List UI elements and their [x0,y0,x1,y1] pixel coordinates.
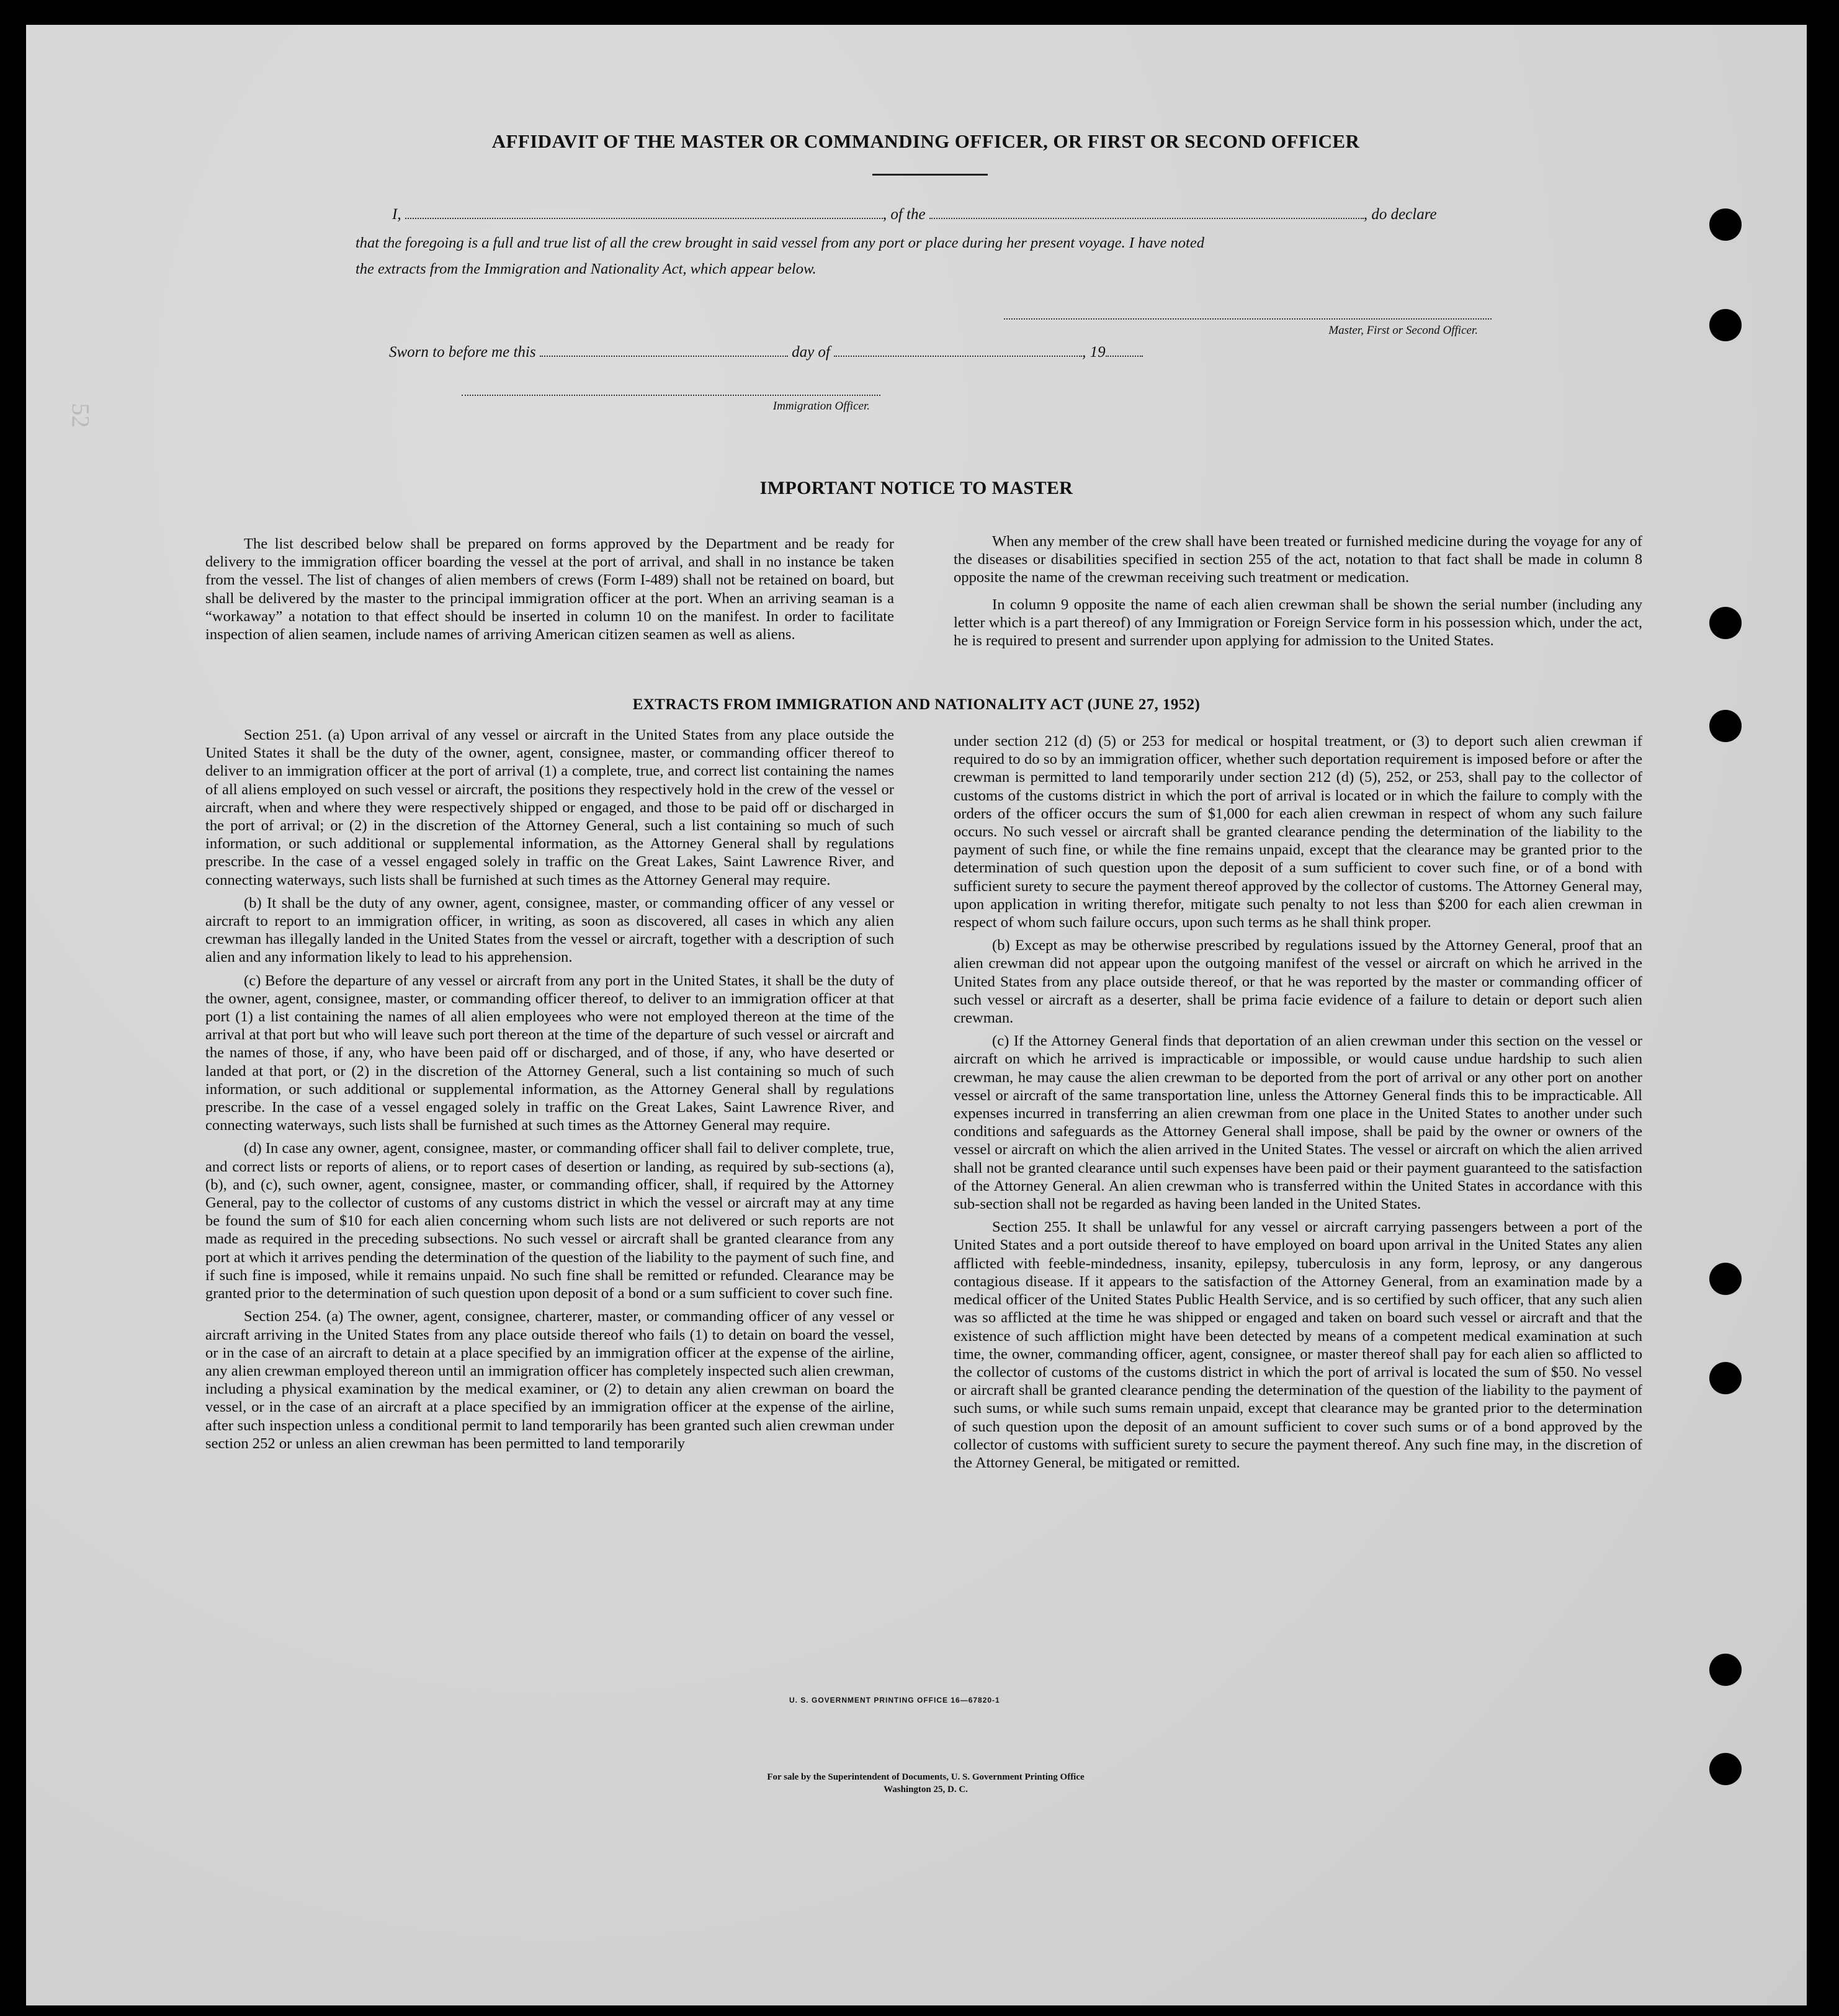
punch-hole [1709,710,1742,742]
extract-right-paragraph: Section 255. It shall be unlawful for any vessel or aircraft carrying passengers between a port of the United States and a port outside thereof to have employed on board upon arrival in the United States any alien afflicted with feeble-mindedness, insanity, epilepsy, tuberculosis in any form, leprosy, or any dangerous contagious disease. If it appears to the satisfaction of the Attorney General, from an examination made by a medical officer of the United States Public Health Service, and is so certified by such officer, that any such alien was so afflicted at the time he was shipped or engaged and taken on board such vessel or aircraft and that the existence of such affliction might have been detected by means of a competent medical examination at such time, the owner, commanding officer, agent, consignee, or master thereof shall pay for each alien so afflicted to the collector of customs of the customs district in which the port of arrival is located the sum of $50. No vessel or aircraft shall be granted clearance pending the determination of the question of the liability to the payment of such sums, or while such sums remain unpaid, except that clearance may be granted prior to the determination of such question upon the deposit of an amount sufficient to cover such sums or of a bond approved by the collector of customs with sufficient surety to secure the payment thereof. Any such fine may, in the discretion of the Attorney General, be mitigated or remitted. [954,1219,1642,1471]
sworn-line [389,344,1258,361]
sworn-day-field[interactable] [540,356,788,357]
notice-right-column [954,532,1642,655]
extracts-right-column [954,732,1642,1477]
extract-right-paragraph: (c) If the Attorney General finds that deportation of an alien crewman under this section on the vessel or aircraft on which he arrived is impracticable or impossible, or would cause undue hardship to such alien crewman, he may cause the alien crewman to be deported from the port of arrival or any other port on another vessel or aircraft of the same transportation line, unless the Attorney General finds this to be impracticable. All expenses incurred in transferring an alien crewman from one place in the United States to another under such conditions and safeguards as the Attorney General shall impose, shall be paid by the owner or owners of the vessel or aircraft on which the alien arrived in the United States. The vessel or aircraft on which the alien arrived shall not be granted clearance until such expenses have been paid or their payment guaranteed to the satisfaction of the Attorney General. An alien crewman who is transferred within the United States in accordance with this sub-section shall not be regarded as having been landed in the United States. [954,1033,1642,1213]
extract-right-paragraph: under section 212 (d) (5) or 253 for medical or hospital treatment, or (3) to deport such alien crewman if required to do so by an immigration officer, whether such deportation requirement is imposed before or after the crewman is permitted to land temporarily under section 212 (d) (5), 252, or 253, shall pay to the collector of customs of the customs district in which the port of arrival is located or in which the failure to comply with the orders of the officer occurs the sum of $1,000 for each alien crewman in respect of whom any such failure occurs. No such vessel or aircraft shall be granted clearance pending the determination of the liability to the payment of such fine, or while the fine remains unpaid, except that the clearance may be granted prior to the determination of such question upon the deposit of a sum sufficient to cover such fine, or of a bond with sufficient surety to secure the payment thereof approved by the collector of customs. The Attorney General may, upon application in writing therefor, mitigate such penalty to not less than $200 for each alien crewman in respect of whom such failure occurs, upon such terms as he shall think proper. [954,733,1642,931]
punch-hole [1709,1362,1742,1394]
sale-notice-line-1: For sale by the Superintendent of Documents, U. S. Government Printing Office [767,1772,1085,1782]
immigration-officer-signature-line[interactable] [462,395,880,396]
year-label: , 19 [1082,344,1106,361]
margin-mark: 52 [66,403,95,428]
day-of-label: day of [792,344,830,361]
title-rule [872,174,988,176]
document-page [26,25,1807,2005]
do-declare-label: , do declare [1363,206,1437,223]
notice-title: IMPORTANT NOTICE TO MASTER [759,478,1073,498]
master-signature-line[interactable] [1004,318,1492,320]
punch-hole [1709,208,1742,241]
vessel-field[interactable] [929,218,1364,219]
affidavit-title: AFFIDAVIT OF THE MASTER OR COMMANDING OFFICER, OR FIRST OR SECOND OFFICER [491,130,1360,152]
notice-left-paragraph: The list described below shall be prepared on forms approved by the Department and be ready for delivery to the immigration officer boarding the vessel at the port of arrival, and shall in no instance be taken from the vessel. The list of changes of alien members of crews (Form I-489) shall not be retained on board, but shall be delivered by the master to the principal immigration officer at the port. When an arriving seaman is a “workaway” a notation to that effect should be inserted in column 10 on the manifest. In order to facilitate inspection of alien seamen, include names of arriving American citizen seamen as well as aliens. [205,535,894,643]
extract-left-paragraph: (b) It shall be the duty of any owner, agent, consignee, master, or commanding officer of any vessel or aircraft to report to an immigration officer, in writing, as soon as discovered, all cases in which any alien crewman has illegally landed in the United States from the vessel or aircraft, together with a description of such alien and any information likely to lead to his apprehension. [205,894,894,966]
punch-hole [1709,1263,1742,1295]
extract-left-paragraph: Section 251. (a) Upon arrival of any vessel or aircraft in the United States from any place outside the United States it shall be the duty of the owner, agent, consignee, master, or commanding officer thereof to deliver to an immigration officer at the port of arrival (1) a complete, true, and correct list containing the names of all aliens employed on such vessel or aircraft, the positions they respectively hold in the crew of the vessel or aircraft, when and where they were respectively shipped or engaged, and those to be paid off or discharged in the port of arrival; or (2) in the discretion of the Attorney General, such a list containing so much of such information, or such additional or supplemental information, as the Attorney General shall by regulations prescribe. In the case of a vessel engaged solely in traffic on the Great Lakes, Saint Lawrence River, and connecting waterways, such lists shall be furnished at such times as the Attorney General may require. [205,727,894,889]
sale-notice-line-2: Washington 25, D. C. [884,1785,968,1794]
extract-left-paragraph: Section 254. (a) The owner, agent, consignee, charterer, master, or commanding officer of any vessel or aircraft arriving in the United States from any place outside thereof who fails (1) to detain on board the vessel, or in the case of an aircraft to detain at a place specified by an immigration officer at the expense of the airline, any alien crewman employed thereon until an immigration officer has completely inspected such alien crewman, including a physical examination by the medical examiner, or (2) to detain any alien crewman on board the vessel, or in the case of an aircraft at a place specified by an immigration officer at the expense of the airline, after such inspection unless a conditional permit to land temporarily has been granted such alien crewman under section 252 or unless an alien crewman has been permitted to land temporarily [205,1308,894,1452]
extract-left-paragraph: (c) Before the departure of any vessel or aircraft from any port in the United States, it shall be the duty of the owner, agent, consignee, master, or commanding officer thereof, to deliver to an immigration officer at that port (1) a list containing the names of all alien employees who were not employed thereon at the time of the arrival at that port but who will leave such port thereon at the time of the departure of such vessel or aircraft and the names of those, if any, who have been paid off or discharged, and of those, if any, who have deserted or landed at that port, or (2) in the discretion of the Attorney General, such a list containing so much of such information, or such additional or supplemental information, as the Attorney General shall by regulations prescribe. In the case of a vessel engaged solely in traffic on the Great Lakes, Saint Lawrence River, and connecting waterways, such lists shall be furnished at such times as the Attorney General may require. [205,972,894,1134]
of-the-label: , of the [882,206,926,223]
printer-imprint: U. S. GOVERNMENT PRINTING OFFICE 16—67820-1 [789,1696,1000,1705]
name-field[interactable] [405,218,883,219]
declaration-line [392,206,1528,223]
sworn-year-field[interactable] [1106,356,1143,357]
sworn-month-field[interactable] [834,356,1082,357]
punch-hole [1709,1654,1742,1686]
punch-hole [1709,1753,1742,1785]
notice-left-column [205,535,894,648]
punch-hole [1709,309,1742,341]
statement-line-1: that the foregoing is a full and true list of all the crew brought in said vessel from any port or place during her present voyage. I have noted [356,235,1204,251]
i-label: I, [392,206,401,223]
extracts-title: EXTRACTS FROM IMMIGRATION AND NATIONALITY ACT (JUNE 27, 1952) [632,696,1201,713]
punch-hole [1709,607,1742,639]
extracts-left-column [205,726,894,1458]
sworn-label: Sworn to before me this [389,344,536,361]
immigration-officer-label: Immigration Officer. [772,400,870,413]
notice-right-paragraph-2: In column 9 opposite the name of each alien crewman shall be shown the serial number (including any letter which is a part thereof) of any Immigration or Foreign Service form in his possession which, under the act, he is required to present and surrender upon applying for admission to the United States. [954,596,1642,650]
extract-left-paragraph: (d) In case any owner, agent, consignee, master, or commanding officer shall fail to deliver complete, true, and correct lists or reports of aliens, or to report cases of desertion or landing, as required by sub-sections (a), (b), and (c), such owner, agent, consignee, master, or commanding officer, shall, if required by the Attorney General, pay to the collector of customs of any customs district in which the vessel or aircraft may at any time be found the sum of $10 for each alien concerning whom such lists are not delivered or such reports are not made as required in the preceding subsections. No such vessel or aircraft shall be granted clearance from any port at which it arrives pending the determination of the question of the liability to the payment of such fine, and if such fine is imposed, while it remains unpaid. No such fine shall be remitted or refunded. Clearance may be granted prior to the determination of such question upon deposit of a bond or a sum sufficient to cover such fine. [205,1140,894,1302]
notice-right-paragraph-1: When any member of the crew shall have been treated or furnished medicine during the voyage for any of the diseases or disabilities specified in section 255 of the act, notation to that fact shall be made in column 8 opposite the name of the crewman receiving such treatment or medication. [954,533,1642,586]
master-signature-label: Master, First or Second Officer. [1328,324,1478,337]
extract-right-paragraph: (b) Except as may be otherwise prescribed by regulations issued by the Attorney General, proof that an alien crewman did not appear upon the outgoing manifest of the vessel or aircraft on which he arrived in the United States from any place outside thereof, or that he was reported by the master or commanding officer of such vessel or aircraft as a deserter, shall be prima facie evidence of a failure to detain or deport such alien crewman. [954,937,1642,1027]
statement-line-2: the extracts from the Immigration and Nationality Act, which appear below. [356,261,817,277]
